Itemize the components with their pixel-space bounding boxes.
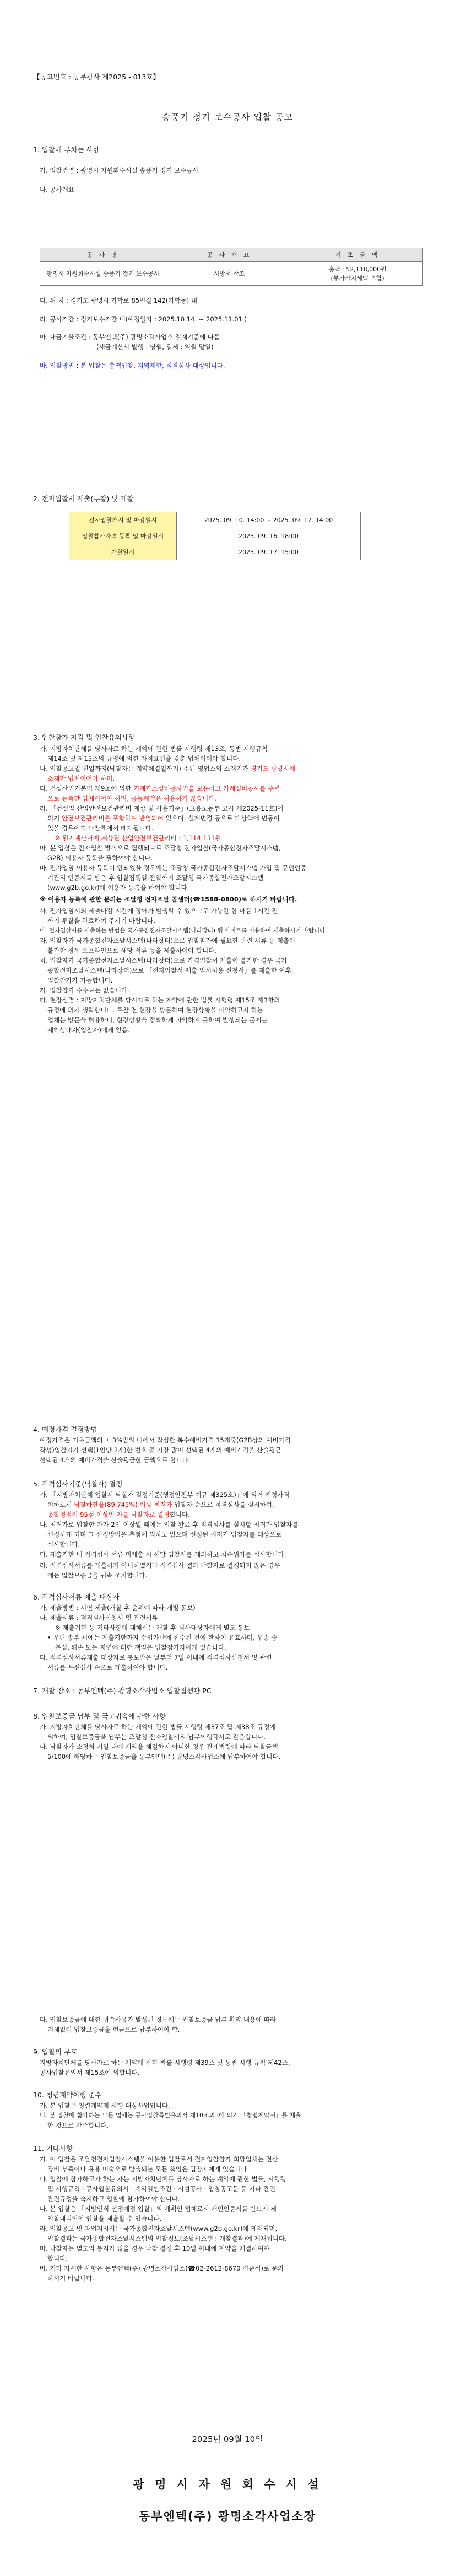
s8-na-line1: 나. 낙찰자가 소정의 기일 내에 계약을 체결하지 아니한 경우 관계법령에 따라 낙찰금액	[40, 1743, 278, 1751]
text: 이하로서	[47, 1501, 74, 1509]
s3-ka-line: 카. 입찰참가 수수료는 없습니다.	[40, 986, 129, 994]
s3-ta-line4: 계약상대자(입찰자)에게 있음.	[47, 1026, 130, 1034]
s3-cha-line3: 입찰참가가 가능합니다.	[47, 976, 113, 984]
s1-item-ma-note: (세금계산서 발행 : 당월, 결제 : 익월 말일)	[96, 343, 214, 351]
text: 다. 건설산업기본법 제9조에 의한	[40, 785, 134, 792]
section-8-heading: 8. 입찰보증금 납부 및 국고귀속에 관한 사항	[33, 1712, 166, 1720]
section-10-heading: 10. 청렴계약이행 준수	[33, 2091, 102, 2099]
s3-ga-line2: 제14조 및 제15조의 규정에 의한 자격요건을 갖춘 업체이어야 합니다.	[47, 755, 241, 763]
s3-na-line1	[40, 764, 295, 774]
s9-line1: 지방자치단체를 당사자로 하는 계약에 관한 법률 시행령 제39조 및 동법 시행 규칙 제42조,	[40, 2059, 290, 2067]
s11-da-line1: 다. 본 입찰은 「지방인식 선정예정 입찰」의 계획인 업체로서 개인인증서를 반드시 제	[40, 2205, 277, 2213]
issuer-facility: 광 명 시 자 원 회 수 시 설	[133, 2478, 322, 2491]
notice-number: 【공고번호 : 동부광사 제2025 - 013호】	[33, 73, 160, 81]
s3-ta-line3: 업체는 방문을 허용하니, 현장상황을 정확하게 파악하지 못하여 발생되는 문제는	[47, 1016, 268, 1024]
page-title: 송풍기 정기 보수공사 입찰 공고	[161, 112, 294, 122]
s8-da-line1: 다. 입찰보증금에 대한 귀속사유가 발생된 경우에는 입찰보증금 납부 확약 내용에 따라	[40, 2016, 277, 2024]
section-6-heading: 6. 적격심사서류 제출 대상자	[33, 1593, 120, 1601]
s11-ma-line1: 마. 낙찰자는 별도의 통지가 없을 경우 낙찰 결정 후 10일 이내에 계약을 체결하여야	[40, 2245, 270, 2252]
table-header: 공 사 명	[40, 248, 166, 262]
issuer-title: 동부엔텍(주) 광명소각사업소장	[138, 2510, 317, 2523]
s11-na-line1: 나. 입찰에 참가하고자 하는 자는 지방자치단체를 당사자로 하는 계약에 관한 법률, 시행령	[40, 2175, 286, 2183]
s10-na-line1: 나. 본 입찰에 참가하는 모든 업체는 공사입찰특별유의서 제10조의3에 의거 「청렴계약서」를 제출	[40, 2112, 301, 2119]
s8-ga-line2: 의하여, 입찰보증금을 납부는 조달청 전자입찰서의 납부이행각서로 갈음합니다.	[47, 1733, 266, 1741]
s6-da-line1: 다. 적격심사서류제출 대상자로 통보받은 날부터 7일 이내에 적격심사신청서 및 관련	[40, 1654, 272, 1661]
s3-ma-line2: G2B) 이용자 등록을 필하여야 합니다.	[47, 854, 153, 862]
text: 합니다.	[169, 1511, 190, 1518]
s10-ga-line: 가. 본 입찰은 청렴계약제 시행 대상사업입니다.	[40, 2102, 170, 2110]
s5-ra-line1: 라. 적격심사서류를 제출하지 아니하였거나 적격심사 결과 낙찰자로 결정되지 않은 경우	[40, 1561, 280, 1569]
highlight-text: 종합평점이 95점 이상인 자를 낙찰자로 결정	[47, 1511, 170, 1518]
text: 있으며, 설계변경 등으로 대상액에 변동이	[163, 814, 280, 822]
s8-da-line2: 지체없이 입찰보증금을 현금으로 납부하여야 함.	[47, 2026, 180, 2033]
s11-ra-line1: 라. 입찰공고 및 과업지시서는 국가종합전자조달시스템(www.g2b.go.kr)에 게재되며,	[40, 2225, 278, 2232]
highlight-text: 낙찰하한율(89.745%) 이상 최저가	[74, 1501, 172, 1509]
s8-na-line2: 5/100에 해당하는 입찰보증금을 동부엔텍(주) 광명소각사업소에 납부하여야 합니다.	[47, 1753, 281, 1761]
s1-item-ra: 라. 공사기간 : 정기보수기간 내(예정일자 : 2025.10.14. ~ 2025.11.01.)	[40, 315, 247, 323]
schedule-value: 2025. 09. 16. 18:00	[177, 528, 361, 544]
s3-da-line2: 으로 등록한 업체이어야 하며, 공동계약은 허용하지 않습니다.	[47, 795, 216, 802]
s6-bullet-line1: • 우편 송부 시에는 제출기한까지 수입가관에 접수된 건에 한하여 유효하며, 우송 중	[47, 1634, 278, 1641]
base-amount: 총액 : 52,118,000원	[328, 266, 387, 273]
s3-ga-line1: 가. 지방자치단체를 당사자로 하는 계약에 관한 법률 시행령 제13조, 동법 시행규칙	[40, 745, 268, 753]
section-4-heading: 4. 예정가격 결정방법	[33, 1425, 98, 1434]
s3-ma-line1: 마. 본 입찰은 전자입찰 방식으로 집행되므로 조달청 전자입찰(국가종합전자조달시스템,	[40, 844, 281, 852]
s3-ra-line3: 있을 경우에도 낙찰률에서 배제됩니다.	[47, 824, 154, 832]
project-overview-table	[40, 248, 423, 286]
table-header: 기 초 금 액	[292, 248, 423, 262]
section-11-heading: 11. 기타사항	[33, 2144, 73, 2153]
s3-ra-line1: 라. 「건설업 산업안전보건관리비 계상 및 사용기준」(고용노동부 고시 제2025-11호)에	[40, 804, 284, 812]
s3-ba-line1: 바. 전자입찰 이용자 등록이 안되었을 경우에는 조달청 국가종합전자조달시스템 가입 및 공인인증	[40, 864, 307, 872]
s3-callcenter-note: ※ 이용자 등록에 관한 문의는 조달청 전자조달 콜센터(☎1588-0800)로 하시기 바랍니다.	[40, 895, 297, 903]
schedule-value: 2025. 09. 17. 15:00	[177, 544, 361, 560]
s8-ga-line1: 가. 지방자치단체를 당사자로 하는 계약에 관한 법률 시행령 제37조 및 제38조 규정에	[40, 1723, 276, 1731]
s11-ba-line2: 하시기 바랍니다.	[47, 2274, 95, 2282]
s5-na-line3: 심사합니다.	[47, 1541, 80, 1548]
bid-schedule-table	[69, 512, 361, 560]
section-2-heading: 2. 전자입찰서 제출(투찰) 및 개찰	[33, 495, 134, 503]
s10-na-line2: 한 것으로 간주합니다.	[47, 2122, 109, 2129]
s1-item-ba: 바. 입찰방법 : 본 입찰은 총액입찰, 지역제한, 적격심사 대상입니다.	[40, 362, 225, 369]
s11-ga-line1: 가. 이 입찰은 조달청전자입찰시스템을 이용한 입찰로서 전자입찰참가 희망업체는 전산	[40, 2155, 278, 2163]
s4-line1: 예정가격은 기초금액의 ± 3%범위 내에서 작성한 복수예비가격 15개중(G2B상의 예비가격	[40, 1436, 291, 1444]
s11-ra-line2: 입찰결과는 국가종합전자조달시스템의 입찰정보(조달시스템 : 개찰결과)에 게재됩니다.	[47, 2235, 287, 2242]
section-1-heading: 1. 입찰에 부치는 사항	[33, 146, 100, 154]
schedule-label: 개찰일시	[69, 544, 177, 560]
table-cell	[292, 262, 423, 286]
notice-date: 2025년 09월 10일	[192, 2434, 263, 2444]
schedule-label: 전자입찰개시 및 마감일시	[69, 512, 177, 528]
s3-na-line2: 소재한 업체이어야 하며,	[47, 775, 115, 782]
s3-cha-line2: 종합전자조달시스템(나라장터)으로 「전자입찰서 제출 임시허용 신청서」를 제출한 이후,	[47, 967, 294, 974]
s4-line2: 작성)입찰자가 선택(1인당 2개)한 번호 중 가장 많이 선택된 4개의 예비가격을 산술평균	[40, 1446, 281, 1454]
s11-da-line2: 입찰대리인인 입찰을 제출할 수 있습니다.	[47, 2215, 162, 2223]
s3-ta-line1: 타. 현장설명 : 지방자치단체를 당사자로 하는 계약에 관한 법률 시행령 제15조 제3항의	[40, 996, 280, 1004]
s11-na-line2: 및 시행규칙 · 공사입찰유의서 · 계약일반조건 · 시설공사 · 입찰공고문 등 기타 관련	[47, 2185, 275, 2193]
s9-line2: 공사입찰유의서 제15조에 의합니다.	[40, 2069, 140, 2076]
text: 입찰자 순으로 적격심사를 실시하여,	[172, 1501, 274, 1509]
s1-item-da: 다. 위 치 : 경기도 광명시 가학로 85번길 142(가학동) 내	[40, 297, 197, 304]
schedule-value: 2025. 09. 10. 14:00 ~ 2025. 09. 17. 14:00	[177, 512, 361, 528]
s11-ba-line1: 바. 기타 자세한 사항은 동부엔텍(주) 광명소각사업소(☎02-2612-8670 김준식)로 문의	[40, 2264, 284, 2272]
s6-da-line2: 서류를 우선심사 순으로 제출하여야 합니다.	[47, 1663, 168, 1671]
s3-ta-line2: 규정에 의거 생략합니다. 투찰 전 현장을 방문하여 현장상황을 파악하고자 하는	[47, 1006, 264, 1014]
s1-item-ma: 마. 대금지불조건 : 동부엔텍(주) 광명소각사업소 결재기준에 따름	[40, 333, 220, 341]
s3-sa-line1: 사. 전자입찰서의 제출마감 시간에 장애가 발생할 수 있으므로 가능한 한 마감 1시간 전	[40, 907, 278, 915]
s3-cha-line1: 차. 입찰자가 국가종합전자조달시스템(나라장터)으로 가격입찰서 제출이 불가한 경우 국가	[40, 957, 288, 964]
s3-ba-line2: 기관의 인증서를 받은 후 입찰집행일 전일까지 조달청 국가종합전자조달시스템	[47, 874, 264, 882]
s11-ma-line2: 합니다.	[47, 2255, 68, 2262]
section-9-heading: 9. 입찰의 무효	[33, 2048, 78, 2056]
section-5-heading: 5. 적격심사기준(낙찰자) 결정	[33, 1480, 123, 1488]
highlight-text: 기계가스설비공사업을 보유하고 기계설비공사를 주력	[133, 785, 280, 792]
s11-na-line3: 관련규정을 숙지하고 입찰에 참가하여야 합니다.	[47, 2195, 180, 2203]
highlight-text: 경기도 광명시에	[250, 765, 296, 772]
table-cell: 광명시 자원회수시설 송풍기 정기 보수공사	[40, 262, 166, 286]
s6-bullet-line2: 분실, 훼손 또는 지연에 대한 책임은 입찰참가자에게 있습니다.	[55, 1644, 226, 1651]
s5-na-line2: 선정하게 되며 그 선정방법은 추첨에 의하고 있으며 선정된 최저가 입찰자를 대상으로	[47, 1531, 282, 1538]
section-3-heading: 3. 입찰참가 자격 및 입찰유의사항	[33, 733, 135, 742]
s6-na-note: ※ 제출기한 등 기타사항에 대해서는 개찰 후 심사대상자에게 별도 통보	[55, 1624, 250, 1632]
s1-item-ga: 가. 입찰건명 : 광명시 자원회수시설 송풍기 정기 보수공사	[40, 167, 199, 174]
s3-ja-line1: 자. 입찰자가 국가종합전자조달시스템(나라장터)으로 입찰참가에 필요한 관련 서류 등 제출이	[40, 937, 296, 944]
text: 나. 입찰공고일 전일까지(낙찰자는 계약체결일까지) 주된 영업소의 소재지가	[40, 765, 251, 772]
text: 의거	[47, 814, 62, 822]
table-cell: 시방서 참조	[166, 262, 292, 286]
s3-ja-line2: 불가한 경우 오프라인으로 해당 서류 등을 제출하여야 합니다.	[47, 947, 216, 954]
s3-da-line1	[40, 783, 280, 793]
schedule-label: 입찰참가자격 등록 및 마감일시	[69, 528, 177, 544]
s3-ra-note: ※ 원가계산서에 계상된 산업안전보건관리비 : 1,114,131원	[55, 834, 221, 842]
s5-da-line1: 다. 제출기한 내 적격심사 서류 미제출 시 해당 입찰자를 제외하고 차순위자를 심사합니다.	[40, 1550, 286, 1558]
s3-ba-line3: (www.g2b.go.kr)에 이용자 등록을 하여야 합니다.	[47, 884, 189, 892]
s5-na-line1: 나. 최저가로 입찰한 자가 2인 이상일 때에는 입찰 완료 후 적격심사를 실시할 최저가 입찰자를	[40, 1521, 299, 1528]
s5-ga-line3	[47, 1510, 190, 1520]
s6-na-line: 나. 제출서류 : 적격심사신청서 및 관련서류	[40, 1614, 158, 1622]
s3-ra-line2	[47, 813, 280, 823]
table-header: 공 사 개 요	[166, 248, 292, 262]
s3-sa-line2: 까지 투찰을 완료하여 주시기 바랍니다.	[47, 917, 156, 925]
s4-line3: 선택된 4개의 예비가격을 산술평균한 금액으로 합니다.	[40, 1456, 191, 1464]
s5-ga-line2	[47, 1500, 274, 1510]
section-7-heading: 7. 개찰 장소 : 동부엔텍(주) 광명소각사업소 입찰집행관 PC	[33, 1687, 212, 1695]
s5-ra-line2: 에는 입찰보증금을 귀속 조치합니다.	[47, 1571, 148, 1579]
highlight-text: 안전보건관리비를 포함하여 반영되어	[61, 814, 164, 822]
s5-ga-line1: 가. 「지방자치단체 입찰시 낙찰자 결정기준(행정안전부 예규 제325호)」에 의거 예정가격	[40, 1491, 290, 1499]
s3-aa-line: 아. 전자입찰서를 제출하는 방법은 국가종합전자조달시스템(나라장터) 웹 사이트를 이용하여 제출하시기 바랍니다.	[40, 927, 327, 934]
s1-item-na: 나. 공사개요	[40, 186, 74, 194]
s11-ga-line2: 장비 부족이나 유용 미숙으로 발생되는 모든 책임은 입찰자에게 있습니다.	[47, 2165, 250, 2173]
base-amount-note: (부가가치세액 포함)	[331, 275, 384, 282]
s6-ga-line: 가. 제출방법 : 서면 제출(개찰 후 순위에 따라 개별 통보)	[40, 1604, 196, 1612]
